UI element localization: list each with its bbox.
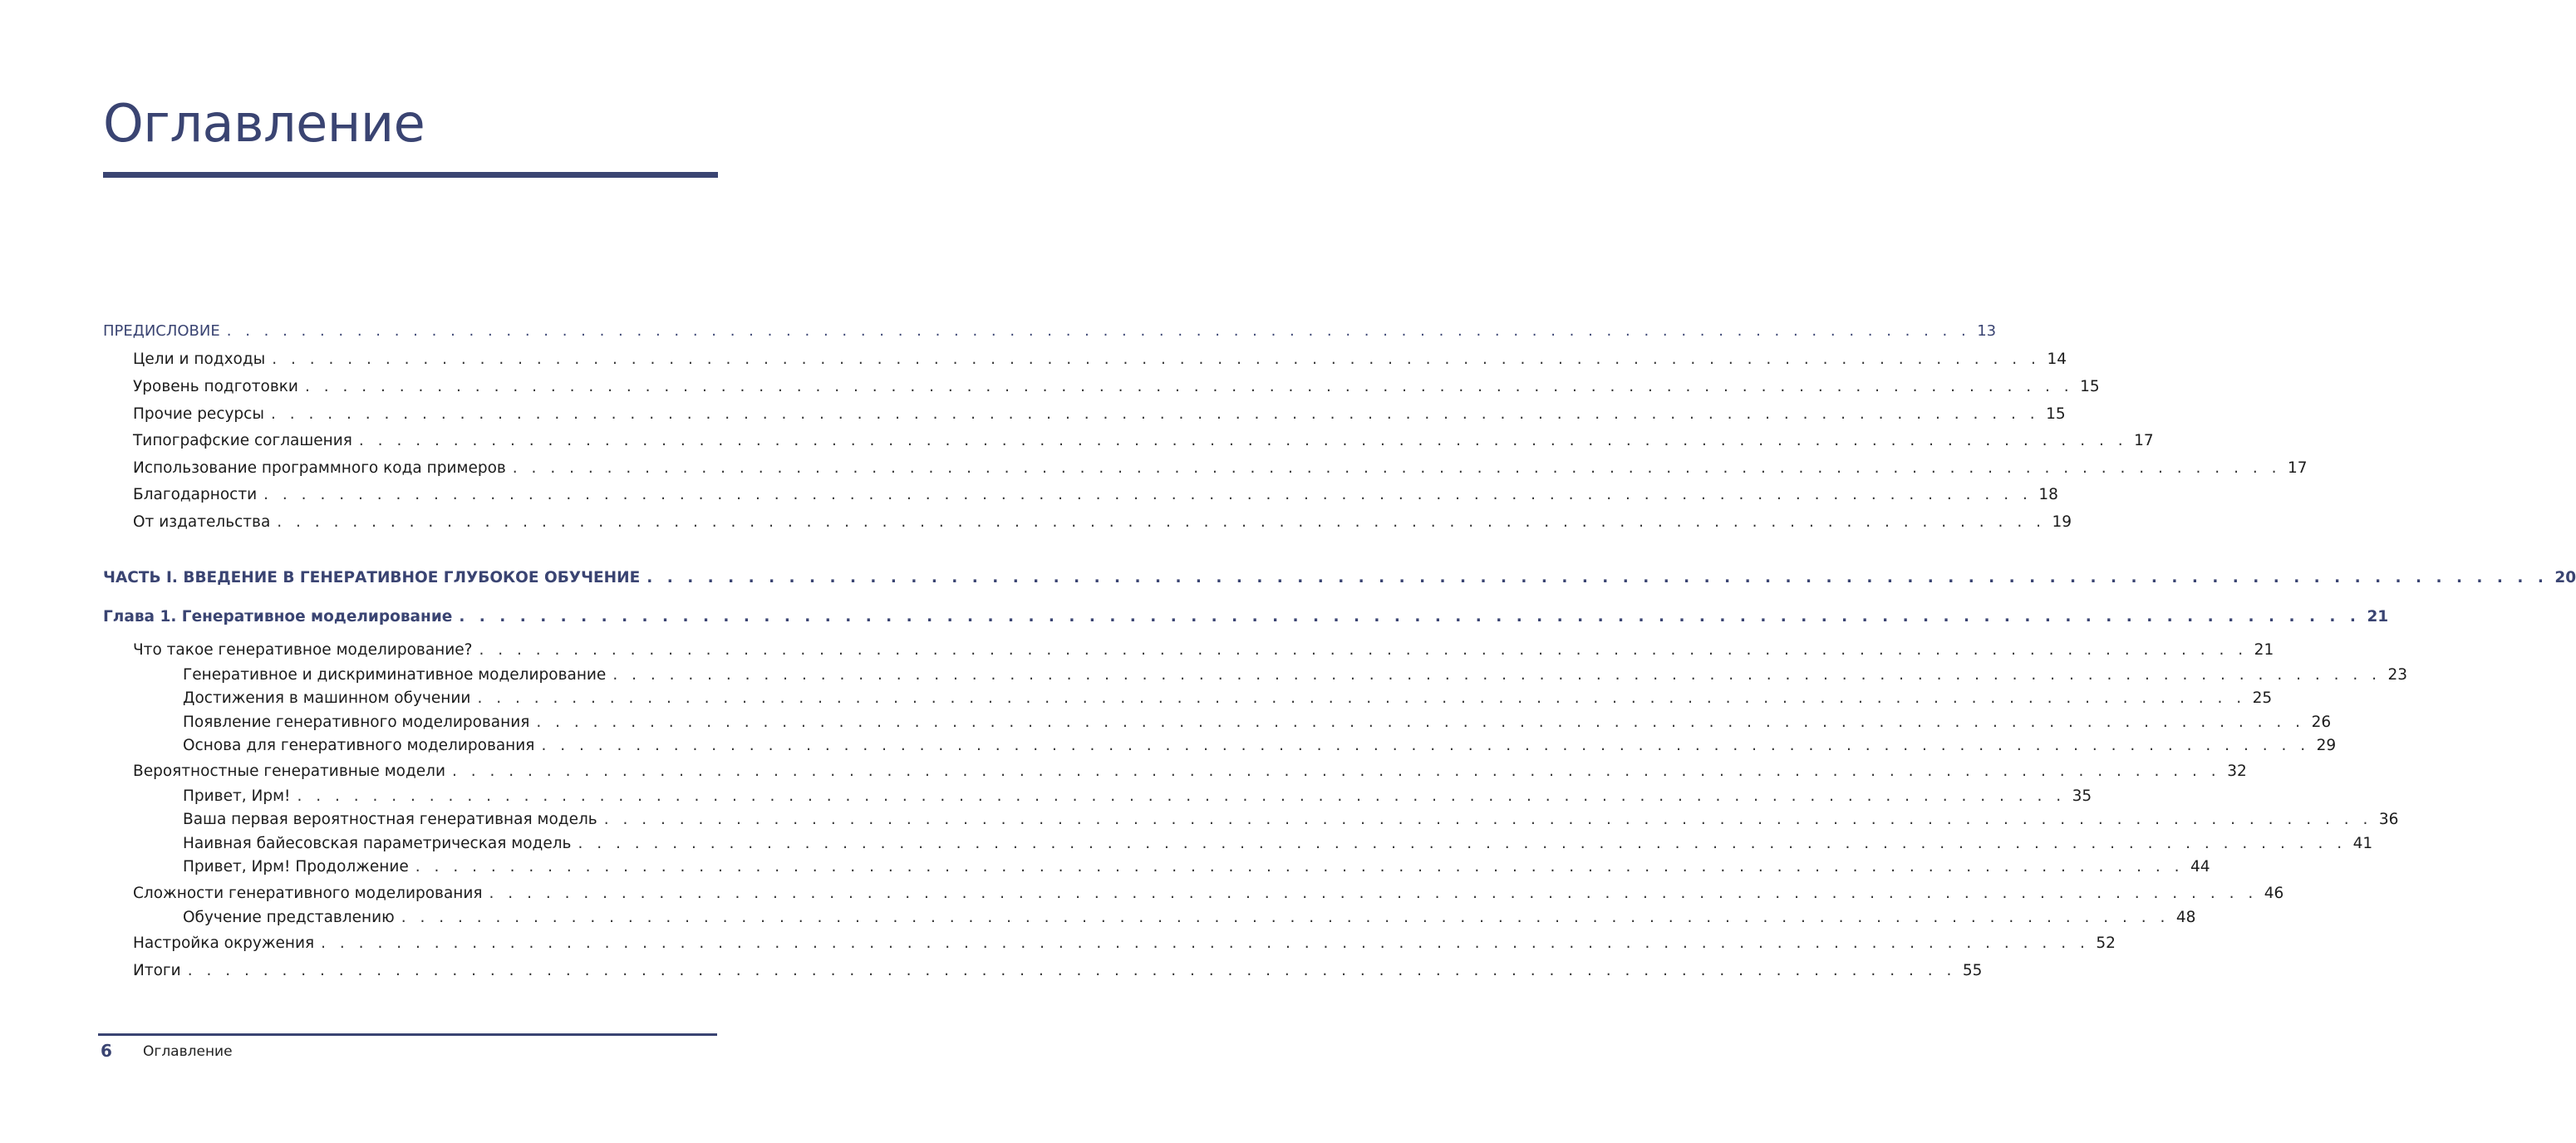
toc-entry-label: ЧАСТЬ I. ВВЕДЕНИЕ В ГЕНЕРАТИВНОЕ ГЛУБОКОЕ ОБУЧЕНИЕ: [103, 569, 641, 586]
toc-entry: [133, 378, 2100, 395]
toc-dot-leader: . . . . . . . . . . . . . . . . . . . . . . . . . . . . . . . . . . . . . . . . . . . . . . . . . . . . . . . . . . . . . . . . . . . . . . . . . . . . . . . . . . . . . . . . . . . . . .: [263, 486, 2033, 503]
toc-entry-label: Основа для генеративного моделирования: [183, 737, 535, 754]
toc-entry-page: 19: [2052, 513, 2072, 531]
toc-entry-label: Обучение представлению: [183, 909, 395, 926]
toc-entry: [133, 935, 2116, 952]
toc-dot-leader: . . . . . . . . . . . . . . . . . . . . . . . . . . . . . . . . . . . . . . . . . . . . . . . . . . . . . . . . . . . . . . . . . . . . . . . . . . . . . . . . . . . . . . . . . . . . . .: [536, 714, 2305, 731]
toc-entry-page: 29: [2316, 737, 2337, 754]
toc-entry: [183, 835, 2373, 852]
toc-entry-label: Вероятностные генеративные модели: [133, 763, 445, 780]
toc-entry-page: 21: [2367, 608, 2389, 625]
toc-entry: [133, 459, 2308, 477]
toc-entry-page: 17: [2134, 432, 2154, 449]
toc-entry: [103, 569, 2576, 586]
toc-dot-leader: . . . . . . . . . . . . . . . . . . . . . . . . . . . . . . . . . . . . . . . . . . . . . . . . . . . . . . . . . . . . . . . . . . . . . . . . . . . . . . . . . . . . . . . . . . . . . .: [401, 909, 2170, 926]
toc-entry-label: Достижения в машинном обучении: [183, 689, 471, 707]
toc-dot-leader: . . . . . . . . . . . . . . . . . . . . . . . . . . . . . . . . . . . . . . . . . . . . . . . . . . . . . . . . . . . . . . . . . . . . . . . . . . . . . . . . . . . . . . . . . . . . . .: [541, 737, 2310, 754]
toc-entry-label: Цели и подходы: [133, 351, 266, 368]
toc-entry-label: Привет, Ирм!: [183, 787, 291, 805]
toc-entry: [133, 513, 2072, 531]
toc-entry-page: 35: [2072, 787, 2092, 805]
toc-entry-label: Итоги: [133, 962, 181, 979]
toc-dot-leader: . . . . . . . . . . . . . . . . . . . . . . . . . . . . . . . . . . . . . . . . . . . . . . . . . . . . . . . . . . . . . . . . . . . . . . . . . . . . . . . . . . . . . . . . . . . . . .: [270, 405, 2040, 423]
toc-dot-leader: . . . . . . . . . . . . . . . . . . . . . . . . . . . . . . . . . . . . . . . . . . . . . . . . . . . . . . . . . . . . . . . . . . . . . . . . . . . . . . . . . . . . . . . . . . . . . .: [459, 608, 2361, 625]
toc-entry: [183, 714, 2332, 731]
toc-entry: [133, 962, 1983, 979]
toc-dot-leader: . . . . . . . . . . . . . . . . . . . . . . . . . . . . . . . . . . . . . . . . . . . . . . . . . . . . . . . . . . . . . . . . . . . . . . . . . . . . . . . . . . . . . . . . . . . . . .: [512, 459, 2281, 477]
toc-entry-label: Глава 1. Генеративное моделирование: [103, 608, 453, 625]
toc-entry-label: Сложности генеративного моделирования: [133, 885, 483, 902]
toc-dot-leader: . . . . . . . . . . . . . . . . . . . . . . . . . . . . . . . . . . . . . . . . . . . . . . . . . . . . . . . . . . . . . . . . . . . . . . . . . . . . . . . . . . . . . . . . . . . . . .: [646, 569, 2549, 586]
toc-dot-leader: . . . . . . . . . . . . . . . . . . . . . . . . . . . . . . . . . . . . . . . . . . . . . . . . . . . . . . . . . . . . . . . . . . . . . . . . . . . . . . . . . . . . . . . . . . . . . .: [304, 378, 2074, 395]
toc-entry-page: 44: [2190, 858, 2210, 876]
toc-entry: [103, 322, 1997, 340]
toc-dot-leader: . . . . . . . . . . . . . . . . . . . . . . . . . . . . . . . . . . . . . . . . . . . . . . . . . . . . . . . . . . . . . . . . . . . . . . . . . . . . . . . . . . . . . . . . . . . . . .: [415, 858, 2184, 876]
toc-entry-page: 23: [2387, 666, 2408, 684]
toc-entry-label: Прочие ресурсы: [133, 405, 264, 423]
toc-entry-label: Наивная байесовская параметрическая модель: [183, 835, 572, 852]
toc-entry: [133, 486, 2058, 503]
toc-dot-leader: . . . . . . . . . . . . . . . . . . . . . . . . . . . . . . . . . . . . . . . . . . . . . . . . . . . . . . . . . . . . . . . . . . . . . . . . . . . . . . . . . . . . . . . . . . . . . .: [612, 666, 2382, 684]
toc-entry-label: Появление генеративного моделирования: [183, 714, 530, 731]
toc-dot-leader: . . . . . . . . . . . . . . . . . . . . . . . . . . . . . . . . . . . . . . . . . . . . . . . . . . . . . . . . . . . . . . . . . . . . . . . . . . . . . . . . . . . . . . . . . . . . . .: [578, 835, 2347, 852]
footer-page-number: 6: [101, 1041, 112, 1061]
toc-entry-page: 26: [2311, 714, 2332, 731]
toc-dot-leader: . . . . . . . . . . . . . . . . . . . . . . . . . . . . . . . . . . . . . . . . . . . . . . . . . . . . . . . . . . . . . . . . . . . . . . . . . . . . . . . . . . . . . . . . . . . . . .: [272, 351, 2041, 368]
toc-entry-label: Уровень подготовки: [133, 378, 298, 395]
toc-entry: [133, 641, 2274, 659]
toc-dot-leader: . . . . . . . . . . . . . . . . . . . . . . . . . . . . . . . . . . . . . . . . . . . . . . . . . . . . . . . . . . . . . . . . . . . . . . . . . . . . . . . . . . . . . . . . . . . . . .: [321, 935, 2090, 952]
toc-dot-leader: . . . . . . . . . . . . . . . . . . . . . . . . . . . . . . . . . . . . . . . . . . . . . . . . . . . . . . . . . . . . . . . . . . . . . . . . . . . . . . . . . . . . . . . . . . . . . .: [226, 322, 1971, 340]
toc-entry: [183, 787, 2092, 805]
toc-dot-leader: . . . . . . . . . . . . . . . . . . . . . . . . . . . . . . . . . . . . . . . . . . . . . . . . . . . . . . . . . . . . . . . . . . . . . . . . . . . . . . . . . . . . . . . . . . . . . .: [479, 641, 2248, 659]
toc-entry: [133, 351, 2067, 368]
toc-entry-page: 41: [2352, 835, 2373, 852]
toc-entry: [183, 858, 2210, 876]
footer-running-title: Оглавление: [143, 1043, 233, 1060]
toc-entry-page: 46: [2264, 885, 2284, 902]
toc-dot-leader: . . . . . . . . . . . . . . . . . . . . . . . . . . . . . . . . . . . . . . . . . . . . . . . . . . . . . . . . . . . . . . . . . . . . . . . . . . . . . . . . . . . . . . . . . . . . . .: [477, 689, 2246, 707]
toc-entry: [133, 763, 2247, 780]
toc-entry-page: 20: [2554, 569, 2576, 586]
toc-entry: [183, 666, 2408, 684]
toc-entry: [183, 737, 2337, 754]
toc-dot-leader: . . . . . . . . . . . . . . . . . . . . . . . . . . . . . . . . . . . . . . . . . . . . . . . . . . . . . . . . . . . . . . . . . . . . . . . . . . . . . . . . . . . . . . . . . . . . . .: [358, 432, 2128, 449]
toc-entry: [133, 432, 2154, 449]
toc-entry-page: 36: [2378, 811, 2399, 828]
toc-entry-page: 55: [1962, 962, 1983, 979]
title-rule: [103, 172, 718, 178]
toc-entry-label: Ваша первая вероятностная генеративная модель: [183, 811, 597, 828]
toc-entry-label: ПРЕДИСЛОВИЕ: [103, 322, 220, 340]
toc-entry-label: Типографские соглашения: [133, 432, 352, 449]
toc-entry: [183, 811, 2399, 828]
toc-entry-page: 32: [2227, 763, 2247, 780]
toc-entry-page: 13: [1977, 322, 1997, 340]
toc-entry-page: 15: [2046, 405, 2066, 423]
toc-entry-page: 52: [2096, 935, 2116, 952]
toc-entry-label: Что такое генеративное моделирование?: [133, 641, 473, 659]
toc-dot-leader: . . . . . . . . . . . . . . . . . . . . . . . . . . . . . . . . . . . . . . . . . . . . . . . . . . . . . . . . . . . . . . . . . . . . . . . . . . . . . . . . . . . . . . . . . . . . . .: [297, 787, 2066, 805]
toc-entry: [183, 909, 2196, 926]
toc-dot-leader: . . . . . . . . . . . . . . . . . . . . . . . . . . . . . . . . . . . . . . . . . . . . . . . . . . . . . . . . . . . . . . . . . . . . . . . . . . . . . . . . . . . . . . . . . . . . . .: [603, 811, 2372, 828]
toc-entry-page: 21: [2254, 641, 2274, 659]
toc-dot-leader: . . . . . . . . . . . . . . . . . . . . . . . . . . . . . . . . . . . . . . . . . . . . . . . . . . . . . . . . . . . . . . . . . . . . . . . . . . . . . . . . . . . . . . . . . . . . . .: [187, 962, 1956, 979]
page-title: Оглавление: [103, 93, 425, 154]
footer-rule: [98, 1033, 717, 1036]
toc-entry-page: 14: [2047, 351, 2067, 368]
toc-entry-page: 25: [2252, 689, 2273, 707]
toc-entry-label: Привет, Ирм! Продолжение: [183, 858, 409, 876]
toc-dot-leader: . . . . . . . . . . . . . . . . . . . . . . . . . . . . . . . . . . . . . . . . . . . . . . . . . . . . . . . . . . . . . . . . . . . . . . . . . . . . . . . . . . . . . . . . . . . . . .: [489, 885, 2258, 902]
toc-entry-label: Благодарности: [133, 486, 258, 503]
toc-entry: [133, 885, 2284, 902]
toc-entry: [103, 608, 2389, 625]
toc-entry: [183, 689, 2273, 707]
toc-entry-page: 18: [2038, 486, 2058, 503]
toc-entry: [133, 405, 2066, 423]
toc-dot-leader: . . . . . . . . . . . . . . . . . . . . . . . . . . . . . . . . . . . . . . . . . . . . . . . . . . . . . . . . . . . . . . . . . . . . . . . . . . . . . . . . . . . . . . . . . . . . . .: [277, 513, 2046, 531]
toc-entry-page: 48: [2175, 909, 2196, 926]
toc-entry-page: 17: [2287, 459, 2308, 477]
toc-entry-page: 15: [2080, 378, 2100, 395]
toc-entry-label: Генеративное и дискриминативное моделирование: [183, 666, 607, 684]
toc-entry-label: Настройка окружения: [133, 935, 315, 952]
toc-entry-label: Использование программного кода примеров: [133, 459, 506, 477]
toc-dot-leader: . . . . . . . . . . . . . . . . . . . . . . . . . . . . . . . . . . . . . . . . . . . . . . . . . . . . . . . . . . . . . . . . . . . . . . . . . . . . . . . . . . . . . . . . . . . . . .: [452, 763, 2221, 780]
toc-entry-label: От издательства: [133, 513, 271, 531]
